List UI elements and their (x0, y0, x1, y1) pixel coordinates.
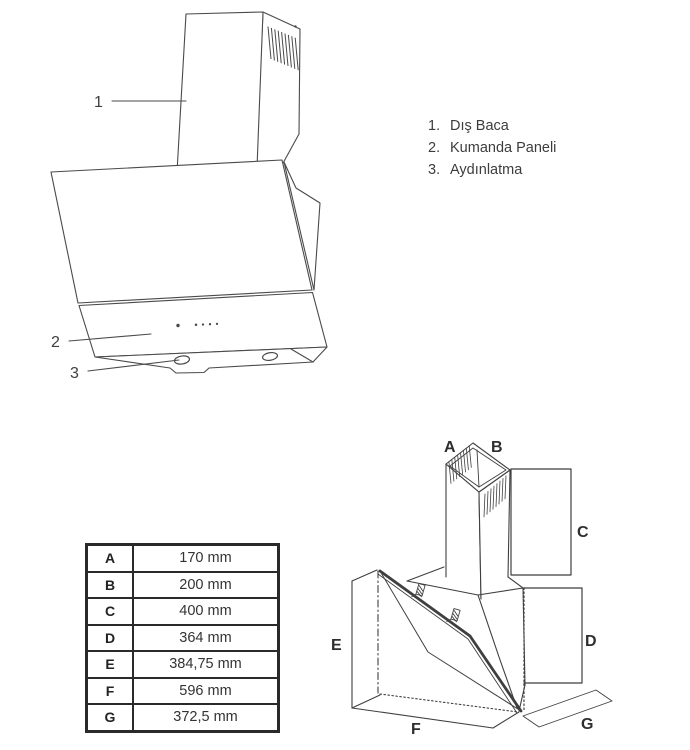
callout-2-label: 2 (51, 334, 60, 351)
legend-item (428, 137, 556, 159)
dim-label-f: F (411, 721, 421, 738)
dim-value-cell: 200 mm (133, 572, 279, 599)
legend-item (428, 115, 556, 137)
g-depth-outline (523, 690, 612, 727)
legend-item-label: Dış Baca (450, 118, 509, 134)
table-row (87, 704, 279, 731)
dim-value-cell: 364 mm (133, 625, 279, 652)
dim-key-cell: G (87, 704, 134, 731)
hood-dimensions-figure (326, 428, 628, 748)
dim-key-cell: D (87, 625, 134, 652)
parts-legend (428, 115, 556, 181)
legend-item-number: 1. (428, 118, 441, 134)
table-row (87, 598, 279, 625)
dim-value-cell: 596 mm (133, 678, 279, 705)
table-row (87, 625, 279, 652)
dim-value-cell: 170 mm (133, 545, 279, 572)
callout-3-label: 3 (70, 365, 79, 382)
glass-panel (378, 571, 521, 713)
dim-box-c (511, 469, 571, 575)
legend-item-number: 3. (428, 162, 441, 178)
legend-item-label: Kumanda Paneli (450, 140, 557, 156)
table-row (87, 572, 279, 599)
table-row (87, 678, 279, 705)
callout-1-label: 1 (94, 94, 103, 111)
dim-label-d: D (585, 633, 597, 650)
dim-value-cell: 400 mm (133, 598, 279, 625)
dim-box-d (524, 588, 582, 712)
dim-label-c: C (577, 524, 589, 541)
dim-key-cell: A (87, 545, 134, 572)
dim-label-e: E (331, 637, 342, 654)
screw-dot (294, 25, 296, 27)
glass-panel (51, 160, 312, 303)
legend-item-number: 2. (428, 140, 441, 156)
dim-value-cell: 384,75 mm (133, 651, 279, 678)
dim-key-cell: B (87, 572, 134, 599)
dim-label-g: G (581, 716, 594, 733)
table-row (87, 545, 279, 572)
chimney-duct (446, 443, 510, 599)
floor-edges (352, 694, 519, 728)
dimensions-table (85, 543, 280, 733)
dim-key-cell: F (87, 678, 134, 705)
dim-key-cell: C (87, 598, 134, 625)
dim-label-a: A (444, 439, 456, 456)
legend-item-label: Aydınlatma (450, 162, 523, 178)
e-dimension-lines (352, 570, 380, 708)
dim-value-cell: 372,5 mm (133, 704, 279, 731)
hood-parts-figure (40, 0, 340, 395)
table-row (87, 651, 279, 678)
chimney-duct (177, 12, 300, 172)
legend-item (428, 159, 556, 181)
dim-key-cell: E (87, 651, 134, 678)
dim-label-b: B (491, 439, 503, 456)
